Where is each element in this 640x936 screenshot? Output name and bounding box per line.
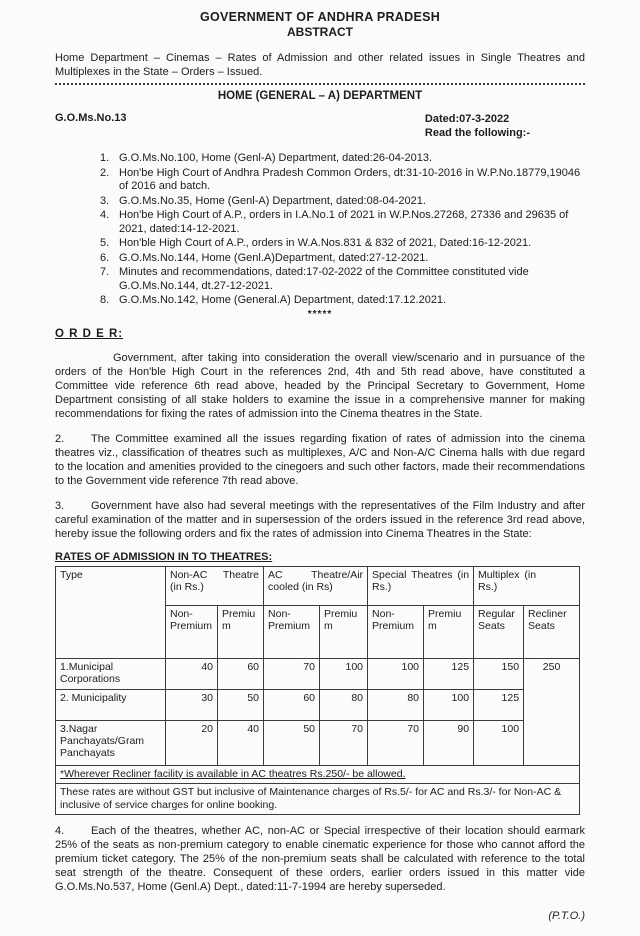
rate-cell: 30	[166, 689, 218, 720]
table-note-recliner: *Wherever Recliner facility is available in AC theatres Rs.250/- be allowed.	[56, 765, 580, 783]
reference-number: 2.	[100, 166, 110, 179]
rate-cell: 40	[166, 658, 218, 689]
paragraph-text: The Committee examined all the issues regarding fixation of rates of admission into the cinema theatres viz., classification of theatres such as multiplexes, A/C and Non-A/C Cinema halls with due regard to the location and amenities provided to the cinegoers and such other factors, made their recommendations to the Government vide reference 7th read above.	[55, 432, 585, 487]
dotted-divider	[55, 83, 585, 85]
subheader-cell: Premium	[424, 605, 474, 658]
rate-cell: 50	[264, 720, 320, 765]
group-header-multiplex	[474, 566, 580, 605]
stars-separator: *****	[307, 308, 333, 320]
reference-number: 4.	[100, 209, 110, 221]
go-header-row	[55, 112, 585, 140]
go-number: G.O.Ms.No.13	[55, 112, 127, 124]
subheader-cell: Premium	[218, 605, 264, 658]
rate-cell: 70	[320, 720, 368, 765]
paragraph-2	[55, 432, 585, 488]
rate-cell: 100	[368, 658, 424, 689]
group-header-non-ac	[166, 566, 264, 605]
doc-title: GOVERNMENT OF ANDHRA PRADESH	[199, 10, 441, 24]
doc-preamble: Home Department – Cinemas – Rates of Admission and other related issues in Single Theatres and Multiplexes in the State – Orders – Issued.	[55, 52, 585, 78]
group-header-special	[368, 566, 474, 605]
dated-text: Dated:07-3-2022	[424, 113, 510, 125]
reference-text: G.O.Ms.No.35, Home (Genl-A) Department, dated:08-04-2021.	[119, 194, 426, 207]
rate-cell: 20	[166, 720, 218, 765]
reference-number: 7.	[100, 266, 110, 278]
paragraph-text: Government have also had several meetings with the representatives of the Film Industry and after careful examination of the matter and in supersession of the orders issued in the reference 3rd read above, hereby issue the following orders and fix the rates of admission into Cinema Theatres in the State:	[55, 499, 585, 540]
read-following-text: Read the following:-	[424, 127, 530, 139]
rate-cell: 60	[218, 658, 264, 689]
table-row	[56, 689, 580, 720]
paragraph-number: 3.	[55, 499, 65, 512]
group-header-label: Non-AC Theatre (in Rs.)	[170, 568, 260, 593]
rate-cell: 125	[424, 658, 474, 689]
table-group-header-row	[56, 566, 580, 605]
row-label: 1.Municipal Corporations	[56, 658, 166, 689]
references-list	[100, 152, 585, 308]
subheader-cell: Non-Premium	[264, 605, 320, 658]
group-header-label: Multiplex (in Rs.)	[478, 568, 537, 593]
pto-label: (P.T.O.)	[548, 909, 585, 922]
group-header-ac	[264, 566, 368, 605]
paragraph-text: Each of the theatres, whether AC, non-AC or Special irrespective of their location should earmark 25% of the seats as non-premium category to enable cinematic experience for those who cannot afford the premium ticket category. The 25% of the non-premium seats shall be calculated with reference to the total seat strength of the theatre. Consequent of these orders, earlier orders issued in this matter vide G.O.Ms.No.537, Home (Genl.A) Dept., dated:11-7-1994 are hereby superseded.	[55, 824, 585, 893]
table-note-gst: These rates are without GST but inclusive of Maintenance charges of Rs.5/- for AC and Rs.3/- for Non-AC & inclusive of service charges for online booking.	[56, 783, 580, 814]
rates-table	[55, 566, 580, 815]
subheader-cell: Non-Premium	[368, 605, 424, 658]
order-heading: O R D E R:	[55, 327, 124, 340]
reference-number: 1.	[100, 152, 110, 164]
table-note-row	[56, 783, 580, 814]
rates-table-title: RATES OF ADMISSION IN TO THEATRES:	[55, 550, 273, 563]
row-label: 3.Nagar Panchayats/Gram Panchayats	[56, 720, 166, 765]
group-header-label: AC Theatre/Air cooled (in Rs)	[268, 568, 364, 593]
reference-number: 5.	[100, 237, 110, 249]
rate-cell: 90	[424, 720, 474, 765]
subheader-cell: Premium	[320, 605, 368, 658]
paragraph-number: 4.	[55, 824, 65, 837]
table-row	[56, 658, 580, 689]
subheader-cell: Non-Premium	[166, 605, 218, 658]
rate-cell: 100	[474, 720, 524, 765]
doc-subtitle: ABSTRACT	[287, 25, 353, 39]
rate-cell: 100	[320, 658, 368, 689]
rate-cell: 80	[320, 689, 368, 720]
rate-cell: 60	[264, 689, 320, 720]
reference-item	[100, 195, 585, 209]
reference-text: G.O.Ms.No.142, Home (General.A) Department, dated:17.12.2021.	[119, 294, 447, 306]
reference-text: Hon'ble High Court of A.P., orders in W.A.Nos.831 & 832 of 2021, Dated:16-12-2021.	[119, 237, 532, 249]
reference-text: G.O.Ms.No.100, Home (Genl-A) Department, dated:26-04-2013.	[119, 152, 433, 164]
subheader-cell: Recliner Seats	[524, 605, 580, 658]
paragraph-1: Government, after taking into consideration the overall view/scenario and in pursuance of the orders of the Hon'ble High Court in the references 2nd, 4th and 5th read above, have constituted a Committee vide reference 6th read above, headed by the Principal Secretary to Government, Home Department consisting of all stake holders to examine the issue in a comprehensive manner for making recommendations for fixing the rates of admission into the Cinema theatres in the State.	[55, 351, 585, 420]
rate-cell: 70	[264, 658, 320, 689]
dated-block	[425, 112, 530, 140]
rate-cell: 80	[368, 689, 424, 720]
reference-item	[100, 266, 585, 293]
reference-text: Hon'be High Court of Andhra Pradesh Common Orders, dt:31-10-2016 in W.P.No.18779,19046 of 2016 and batch.	[119, 166, 581, 192]
rate-cell: 125	[474, 689, 524, 720]
reference-text: G.O.Ms.No.144, Home (Genl.A)Department, dated:27-12-2021.	[119, 251, 429, 264]
reference-item	[100, 209, 585, 236]
rate-cell: 70	[368, 720, 424, 765]
table-note-row	[56, 765, 580, 783]
subheader-cell: Regular Seats	[474, 605, 524, 658]
rate-cell: 100	[424, 689, 474, 720]
paragraph-3	[55, 499, 585, 541]
reference-item	[100, 237, 585, 251]
reference-item	[100, 152, 585, 166]
reference-number: 3.	[100, 194, 110, 207]
reference-text: Hon'be High Court of A.P., orders in I.A.No.1 of 2021 in W.P.Nos.27268, 27336 and 29635 of 2021, dated:14-12-2021.	[119, 209, 569, 235]
reference-number: 6.	[100, 251, 110, 264]
rate-cell: 150	[474, 658, 524, 689]
reference-item	[100, 252, 585, 266]
reference-number: 8.	[100, 294, 110, 306]
reference-text: Minutes and recommendations, dated:17-02-2022 of the Committee constituted vide G.O.Ms.No.144, dt.27-12-2021.	[119, 266, 529, 292]
paragraph-number: 2.	[55, 432, 65, 445]
reference-item	[100, 167, 585, 194]
group-header-label: Special Theatres (in Rs.)	[372, 568, 470, 593]
rate-cell: 40	[218, 720, 264, 765]
paragraph-4	[55, 824, 585, 894]
reference-item	[100, 294, 585, 308]
row-label: 2. Municipality	[56, 689, 166, 720]
department-heading: HOME (GENERAL – A) DEPARTMENT	[217, 90, 423, 102]
table-row	[56, 720, 580, 765]
recliner-shared-cell: 250	[524, 658, 580, 765]
type-header-cell: Type	[56, 566, 166, 658]
rate-cell: 50	[218, 689, 264, 720]
